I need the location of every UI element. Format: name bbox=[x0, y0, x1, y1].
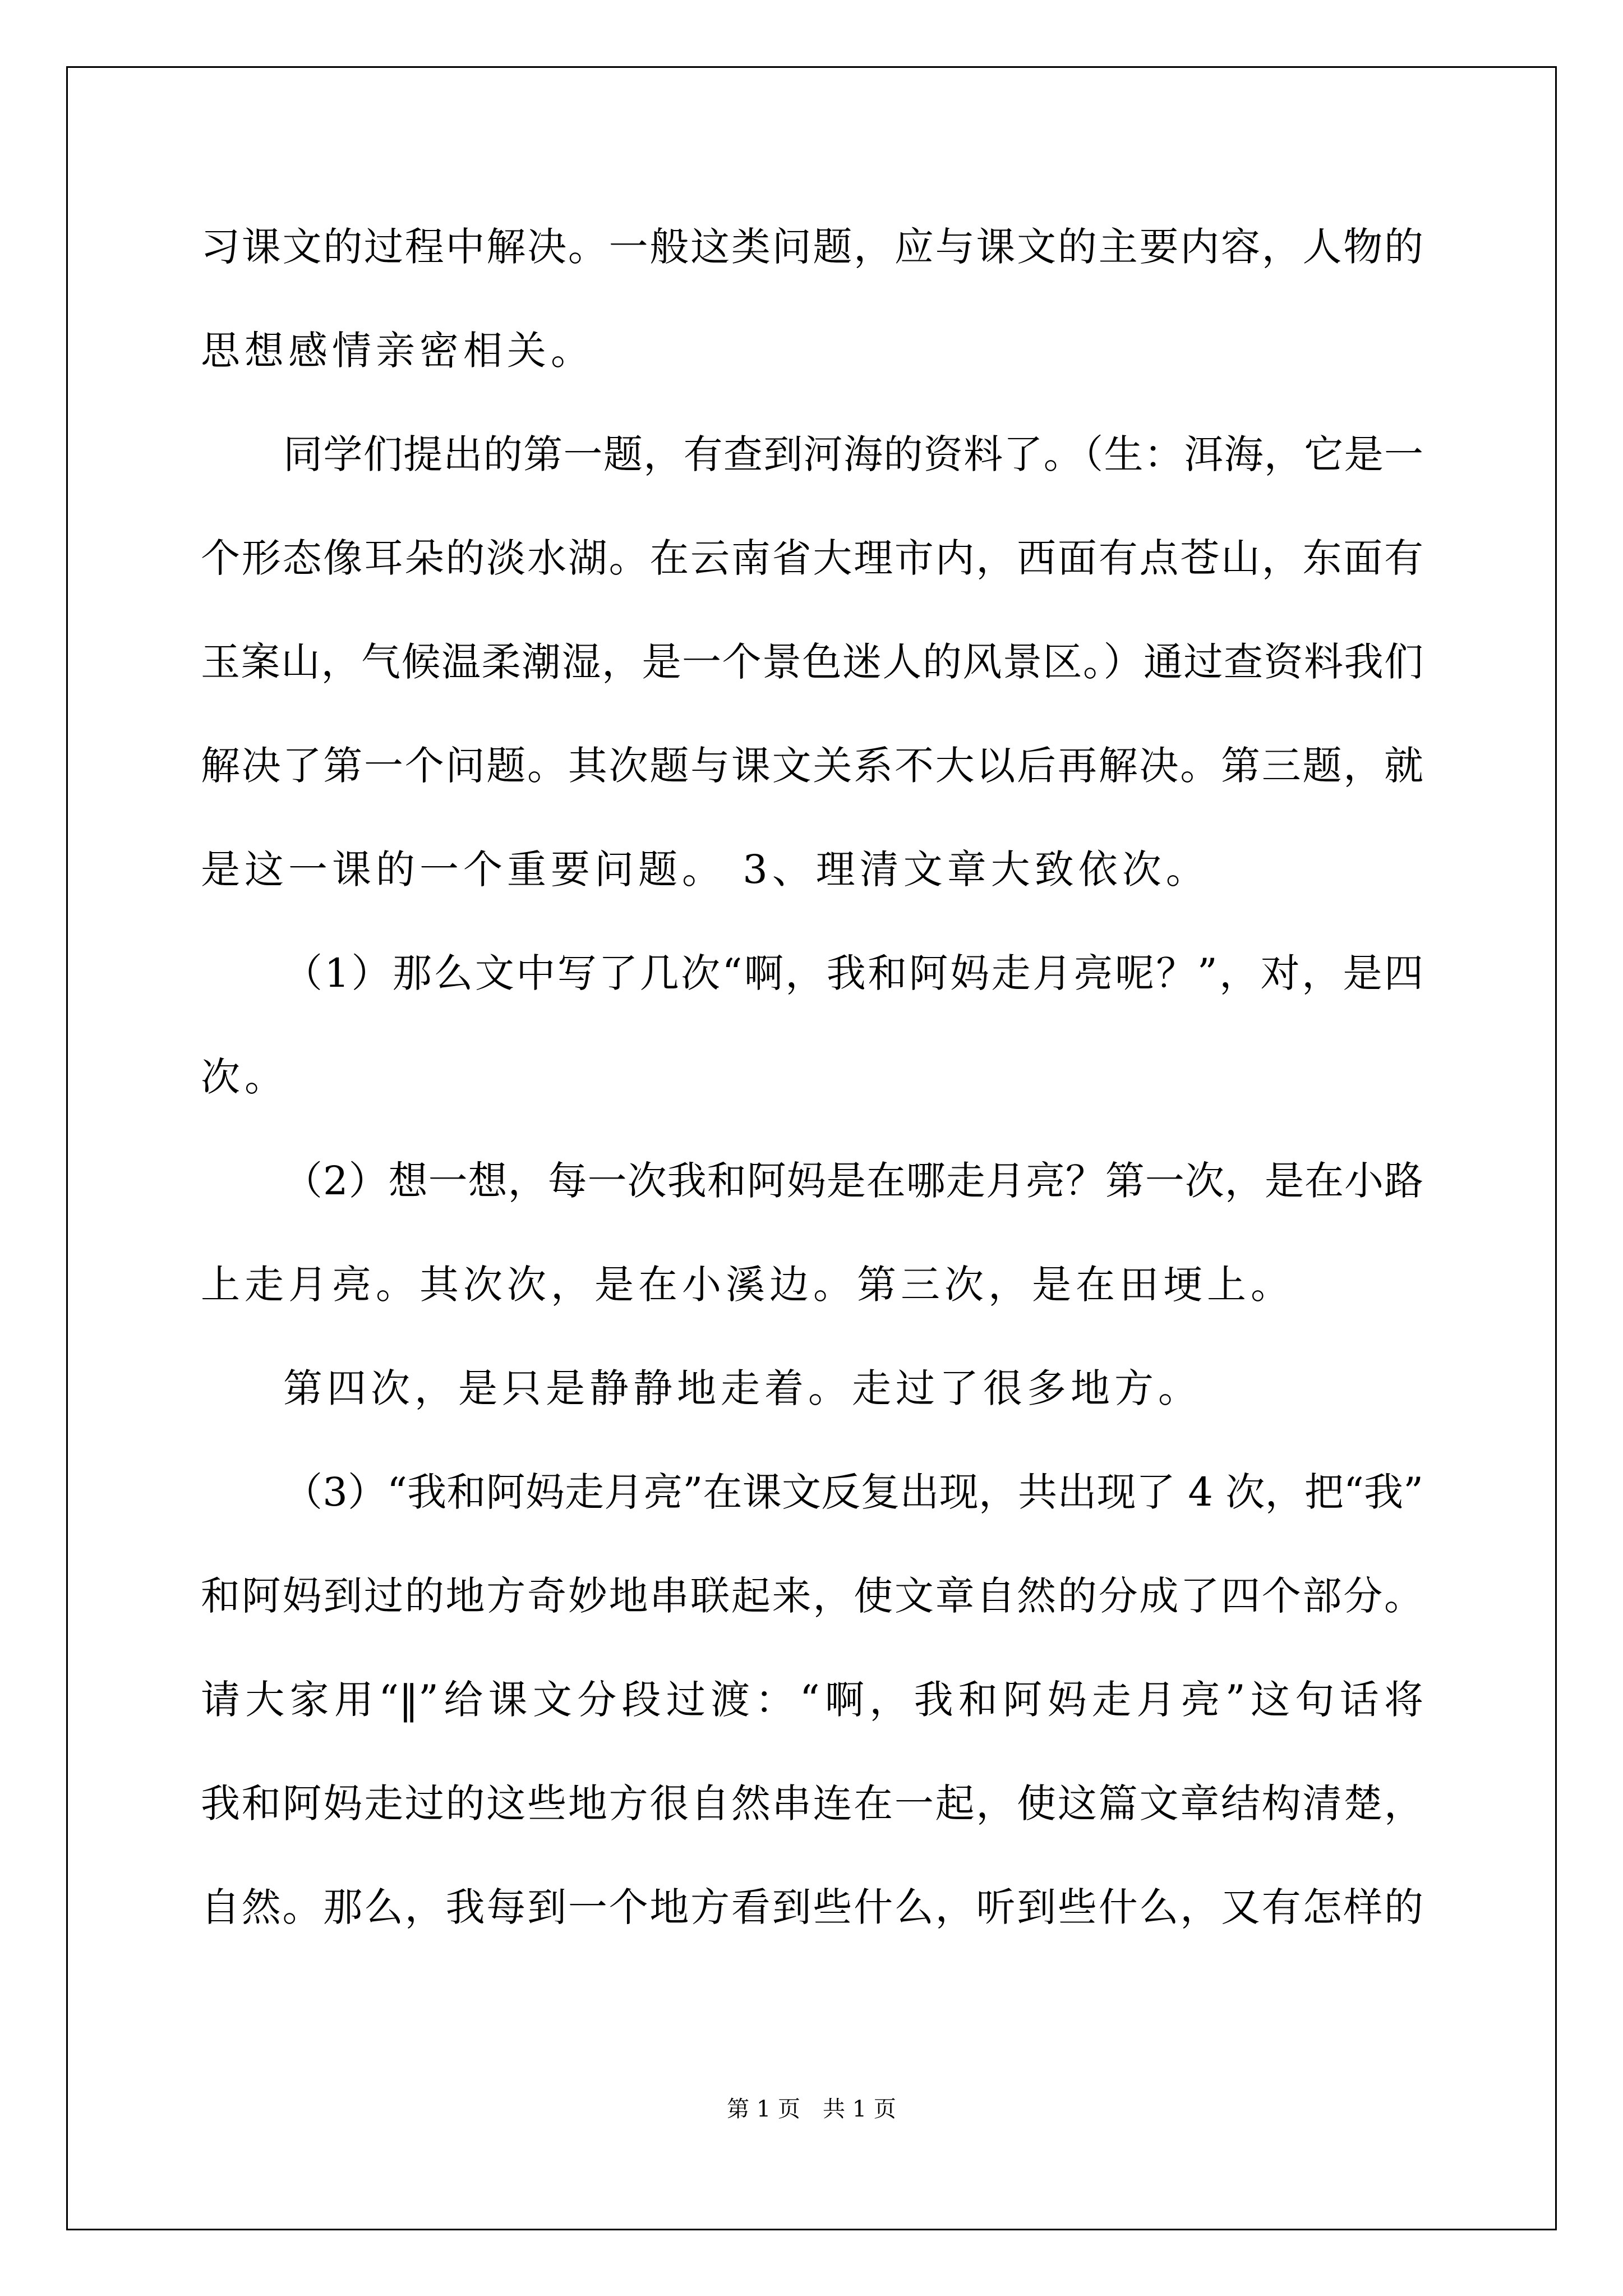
text-line: 第四次，是只是静静地走着。走过了很多地方。 bbox=[283, 1365, 1202, 1411]
text-line: （1）那么文中写了几次“啊，我和阿妈走月亮呢？”，对，是四 bbox=[283, 950, 1423, 996]
text-line: 上走月亮。其次次，是在小溪边。第三次，是在田埂上。 bbox=[201, 1262, 1294, 1308]
text-line: 玉案山，气候温柔潮湿，是一个景色迷人的风景区。）通过查资料我们 bbox=[201, 639, 1423, 685]
text-line: 请大家用“‖”给课文分段过渡：“啊，我和阿妈走月亮”这句话将 bbox=[201, 1677, 1423, 1723]
text-line: 我和阿妈走过的这些地方很自然串连在一起，使这篇文章结构清楚， bbox=[201, 1780, 1423, 1826]
text-line: 个形态像耳朵的淡水湖。在云南省大理市内，西面有点苍山，东面有 bbox=[201, 535, 1423, 581]
text-line: 次。 bbox=[201, 1054, 288, 1100]
text-line: （3）“我和阿妈走月亮”在课文反复出现，共出现了 4 次，把“我” bbox=[283, 1469, 1423, 1515]
text-line: 解决了第一个问题。其次题与课文关系不大以后再解决。第三题，就 bbox=[201, 743, 1423, 789]
text-line: 自然。那么，我每到一个地方看到些什么，听到些什么，又有怎样的 bbox=[201, 1884, 1423, 1930]
text-line: （2）想一想，每一次我和阿妈是在哪走月亮？第一次，是在小路 bbox=[283, 1158, 1423, 1204]
text-line: 同学们提出的第一题，有查到河海的资料了。（生：洱海，它是一 bbox=[283, 431, 1423, 477]
text-line: 思想感情亲密相关。 bbox=[201, 328, 594, 374]
page-number-footer: 第 1 页 共 1 页 bbox=[727, 2096, 896, 2122]
text-line: 是这一课的一个重要问题。 3、理清文章大致依次。 bbox=[201, 846, 1210, 892]
text-line: 习课文的过程中解决。一般这类问题，应与课文的主要内容，人物的 bbox=[201, 224, 1423, 270]
text-line: 和阿妈到过的地方奇妙地串联起来，使文章自然的分成了四个部分。 bbox=[201, 1573, 1423, 1619]
